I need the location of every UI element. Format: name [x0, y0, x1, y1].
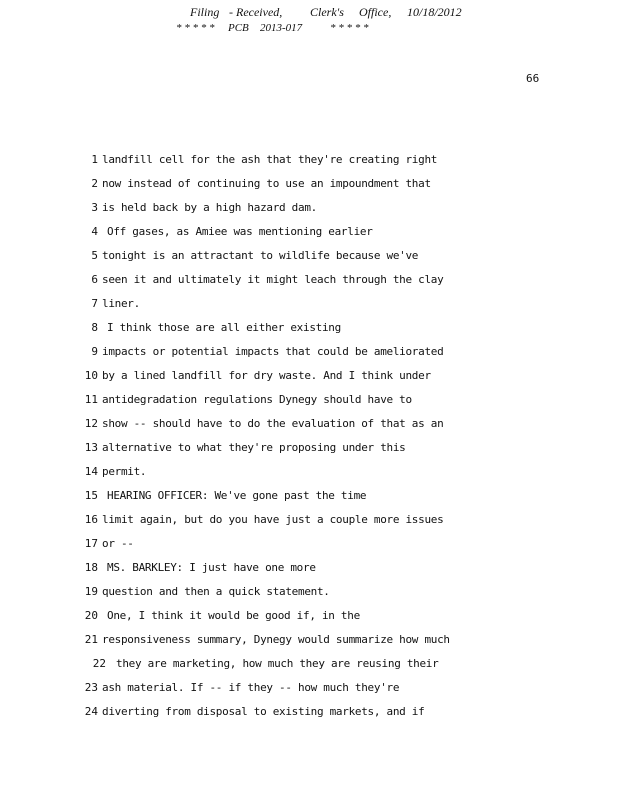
- line-text: diverting from disposal to existing markets, and if: [102, 705, 425, 718]
- transcript-line: [0, 369, 618, 393]
- transcript-line: [0, 201, 618, 225]
- filing-label: Filing: [190, 5, 220, 19]
- line-text: HEARING OFFICER: We've gone past the time: [107, 489, 367, 502]
- line-number: 19: [84, 585, 98, 598]
- line-number: 2: [91, 177, 98, 190]
- office-label: Office,: [359, 5, 392, 19]
- transcript-line: [0, 393, 618, 417]
- transcript-line: [0, 609, 618, 633]
- line-number: 13: [84, 441, 98, 454]
- line-text: seen it and ultimately it might leach through the clay: [102, 273, 444, 286]
- transcript-line: [0, 681, 618, 705]
- line-text: alternative to what they're proposing under this: [102, 441, 406, 454]
- line-text: they are marketing, how much they are reusing their: [116, 657, 439, 670]
- line-text: One, I think it would be good if, in the: [107, 609, 360, 622]
- line-number: 22: [92, 657, 106, 670]
- line-text: landfill cell for the ash that they're creating right: [102, 153, 438, 166]
- transcript-line: [0, 705, 618, 729]
- line-number: 9: [91, 345, 98, 358]
- case-label: PCB: [228, 22, 249, 34]
- line-text: MS. BARKLEY: I just have one more: [107, 561, 316, 574]
- transcript-line: [0, 153, 618, 177]
- line-text: Off gases, as Amiee was mentioning earlier: [107, 225, 373, 238]
- transcript-line: [0, 657, 618, 681]
- line-number: 21: [84, 633, 98, 646]
- line-text: now instead of continuing to use an impoundment that: [102, 177, 431, 190]
- line-text: limit again, but do you have just a couple more issues: [102, 513, 444, 526]
- transcript-line: [0, 225, 618, 249]
- clerks-label: Clerk's: [310, 5, 344, 19]
- line-text: I think those are all either existing: [107, 321, 341, 334]
- transcript-line: [0, 513, 618, 537]
- transcript-body: [0, 153, 618, 729]
- line-text: question and then a quick statement.: [102, 585, 330, 598]
- transcript-line: [0, 273, 618, 297]
- line-text: impacts or potential impacts that could be ameliorated: [102, 345, 444, 358]
- line-text: or --: [102, 537, 134, 550]
- line-number: 5: [91, 249, 98, 262]
- line-text: tonight is an attractant to wildlife because we've: [102, 249, 419, 262]
- transcript-line: [0, 441, 618, 465]
- line-text: permit.: [102, 465, 147, 478]
- line-number: 8: [91, 321, 98, 334]
- transcript-line: [0, 297, 618, 321]
- stars-left: * * * * *: [176, 22, 215, 34]
- line-number: 10: [84, 369, 98, 382]
- filing-date: 10/18/2012: [407, 5, 462, 19]
- line-number: 3: [91, 201, 98, 214]
- line-number: 23: [84, 681, 98, 694]
- line-number: 1: [91, 153, 98, 166]
- line-number: 18: [84, 561, 98, 574]
- page-number: 66: [526, 72, 540, 85]
- transcript-line: [0, 249, 618, 273]
- line-text: ash material. If -- if they -- how much they're: [102, 681, 400, 694]
- transcript-line: [0, 465, 618, 489]
- line-text: responsiveness summary, Dynegy would summarize how much: [102, 633, 450, 646]
- line-number: 4: [91, 225, 98, 238]
- line-text: liner.: [102, 297, 140, 310]
- line-text: by a lined landfill for dry waste. And I think under: [102, 369, 431, 382]
- transcript-line: [0, 585, 618, 609]
- line-number: 17: [84, 537, 98, 550]
- transcript-line: [0, 345, 618, 369]
- line-number: 6: [91, 273, 98, 286]
- line-number: 15: [84, 489, 98, 502]
- case-number: 2013-017: [260, 22, 303, 34]
- line-number: 12: [84, 417, 98, 430]
- transcript-line: [0, 321, 618, 345]
- line-text: antidegradation regulations Dynegy should have to: [102, 393, 412, 406]
- transcript-line: [0, 177, 618, 201]
- line-number: 16: [84, 513, 98, 526]
- line-number: 7: [91, 297, 98, 310]
- line-number: 11: [84, 393, 98, 406]
- transcript-line: [0, 537, 618, 561]
- received-label: - Received,: [229, 5, 283, 19]
- line-text: is held back by a high hazard dam.: [102, 201, 317, 214]
- transcript-line: [0, 633, 618, 657]
- transcript-line: [0, 489, 618, 513]
- line-text: show -- should have to do the evaluation of that as an: [102, 417, 444, 430]
- line-number: 24: [84, 705, 98, 718]
- line-number: 20: [84, 609, 98, 622]
- transcript-line: [0, 417, 618, 441]
- transcript-line: [0, 561, 618, 585]
- stars-right: * * * * *: [330, 22, 369, 34]
- line-number: 14: [84, 465, 98, 478]
